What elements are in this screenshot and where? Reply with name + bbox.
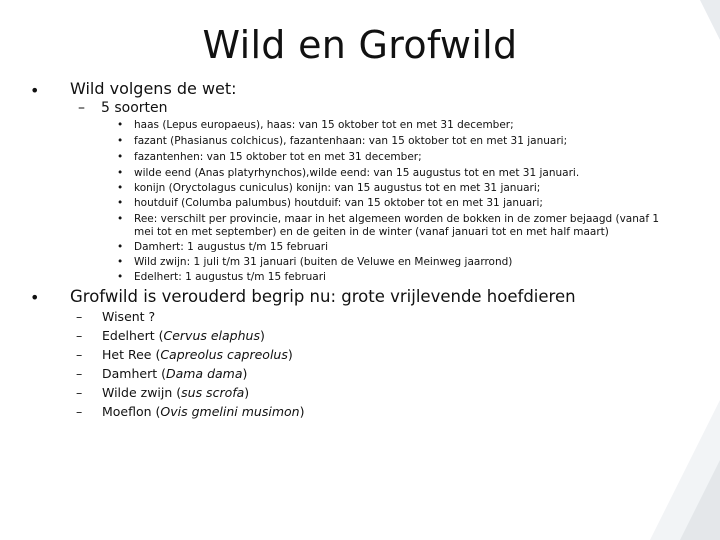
grofwild-item: Edelhert (Cervus elaphus) <box>102 328 265 343</box>
bullet-dot: • <box>117 197 124 209</box>
species-item-ree-line2: mei tot en met september) en de geiten in de winter (vanaf januari tot en met half maart) <box>134 226 609 238</box>
species-item: wilde eend (Anas platyrhynchos),wilde eend: van 15 augustus tot en met 31 januari. <box>134 167 580 179</box>
species-item: fazantenhen: van 15 oktober tot en met 31 december; <box>134 151 422 163</box>
grofwild-item: Damhert (Dama dama) <box>102 366 248 381</box>
sub-dash: – <box>76 347 83 362</box>
grofwild-item: Wisent ? <box>102 309 156 324</box>
sub-dash: – <box>76 385 83 400</box>
species-item-ree-line1: Ree: verschilt per provincie, maar in het algemeen worden de bokken in de zomer bejaagd (vanaf 1 <box>134 213 660 225</box>
bullet-dot: • <box>117 151 124 163</box>
grofwild-item: Het Ree (Capreolus capreolus) <box>102 347 293 362</box>
bullet-dot: • <box>30 81 40 100</box>
species-item: houtduif (Columba palumbus) houtduif: van 15 oktober tot en met 31 januari; <box>134 197 543 209</box>
bullet-dot: • <box>30 288 40 307</box>
bullet-wild-volgens-wet: Wild volgens de wet: <box>70 79 237 98</box>
sub-dash: – <box>76 309 83 324</box>
sub-dash: – <box>76 328 83 343</box>
sub-bullet-5-soorten: 5 soorten <box>101 100 168 116</box>
bullet-dot: • <box>117 182 124 194</box>
species-item: fazant (Phasianus colchicus), fazantenhaan: van 15 oktober tot en met 31 januari; <box>134 135 568 147</box>
species-item: haas (Lepus europaeus), haas: van 15 oktober tot en met 31 december; <box>134 119 514 131</box>
bullet-dot: • <box>117 256 124 268</box>
sub-dash: – <box>78 100 85 116</box>
sub-dash: – <box>76 404 83 419</box>
bullet-dot: • <box>117 119 124 131</box>
species-item: konijn (Oryctolagus cuniculus) konijn: van 15 augustus tot en met 31 januari; <box>134 182 541 194</box>
bullet-dot: • <box>117 167 124 179</box>
date-item: Wild zwijn: 1 juli t/m 31 januari (buiten de Veluwe en Meinweg jaarrond) <box>134 256 513 268</box>
decorative-stripes <box>580 0 720 540</box>
bullet-dot: • <box>117 271 124 283</box>
grofwild-item: Moeflon (Ovis gmelini musimon) <box>102 404 305 419</box>
bullet-dot: • <box>117 241 124 253</box>
date-item: Damhert: 1 augustus t/m 15 februari <box>134 241 329 253</box>
bullet-dot: • <box>117 213 124 225</box>
bullet-dot: • <box>117 135 124 147</box>
slide-title: Wild en Grofwild <box>202 23 518 67</box>
date-item: Edelhert: 1 augustus t/m 15 februari <box>134 271 326 283</box>
grofwild-item: Wilde zwijn (sus scrofa) <box>102 385 250 400</box>
sub-dash: – <box>76 366 83 381</box>
bullet-grofwild: Grofwild is verouderd begrip nu: grote vrijlevende hoefdieren <box>70 287 576 306</box>
